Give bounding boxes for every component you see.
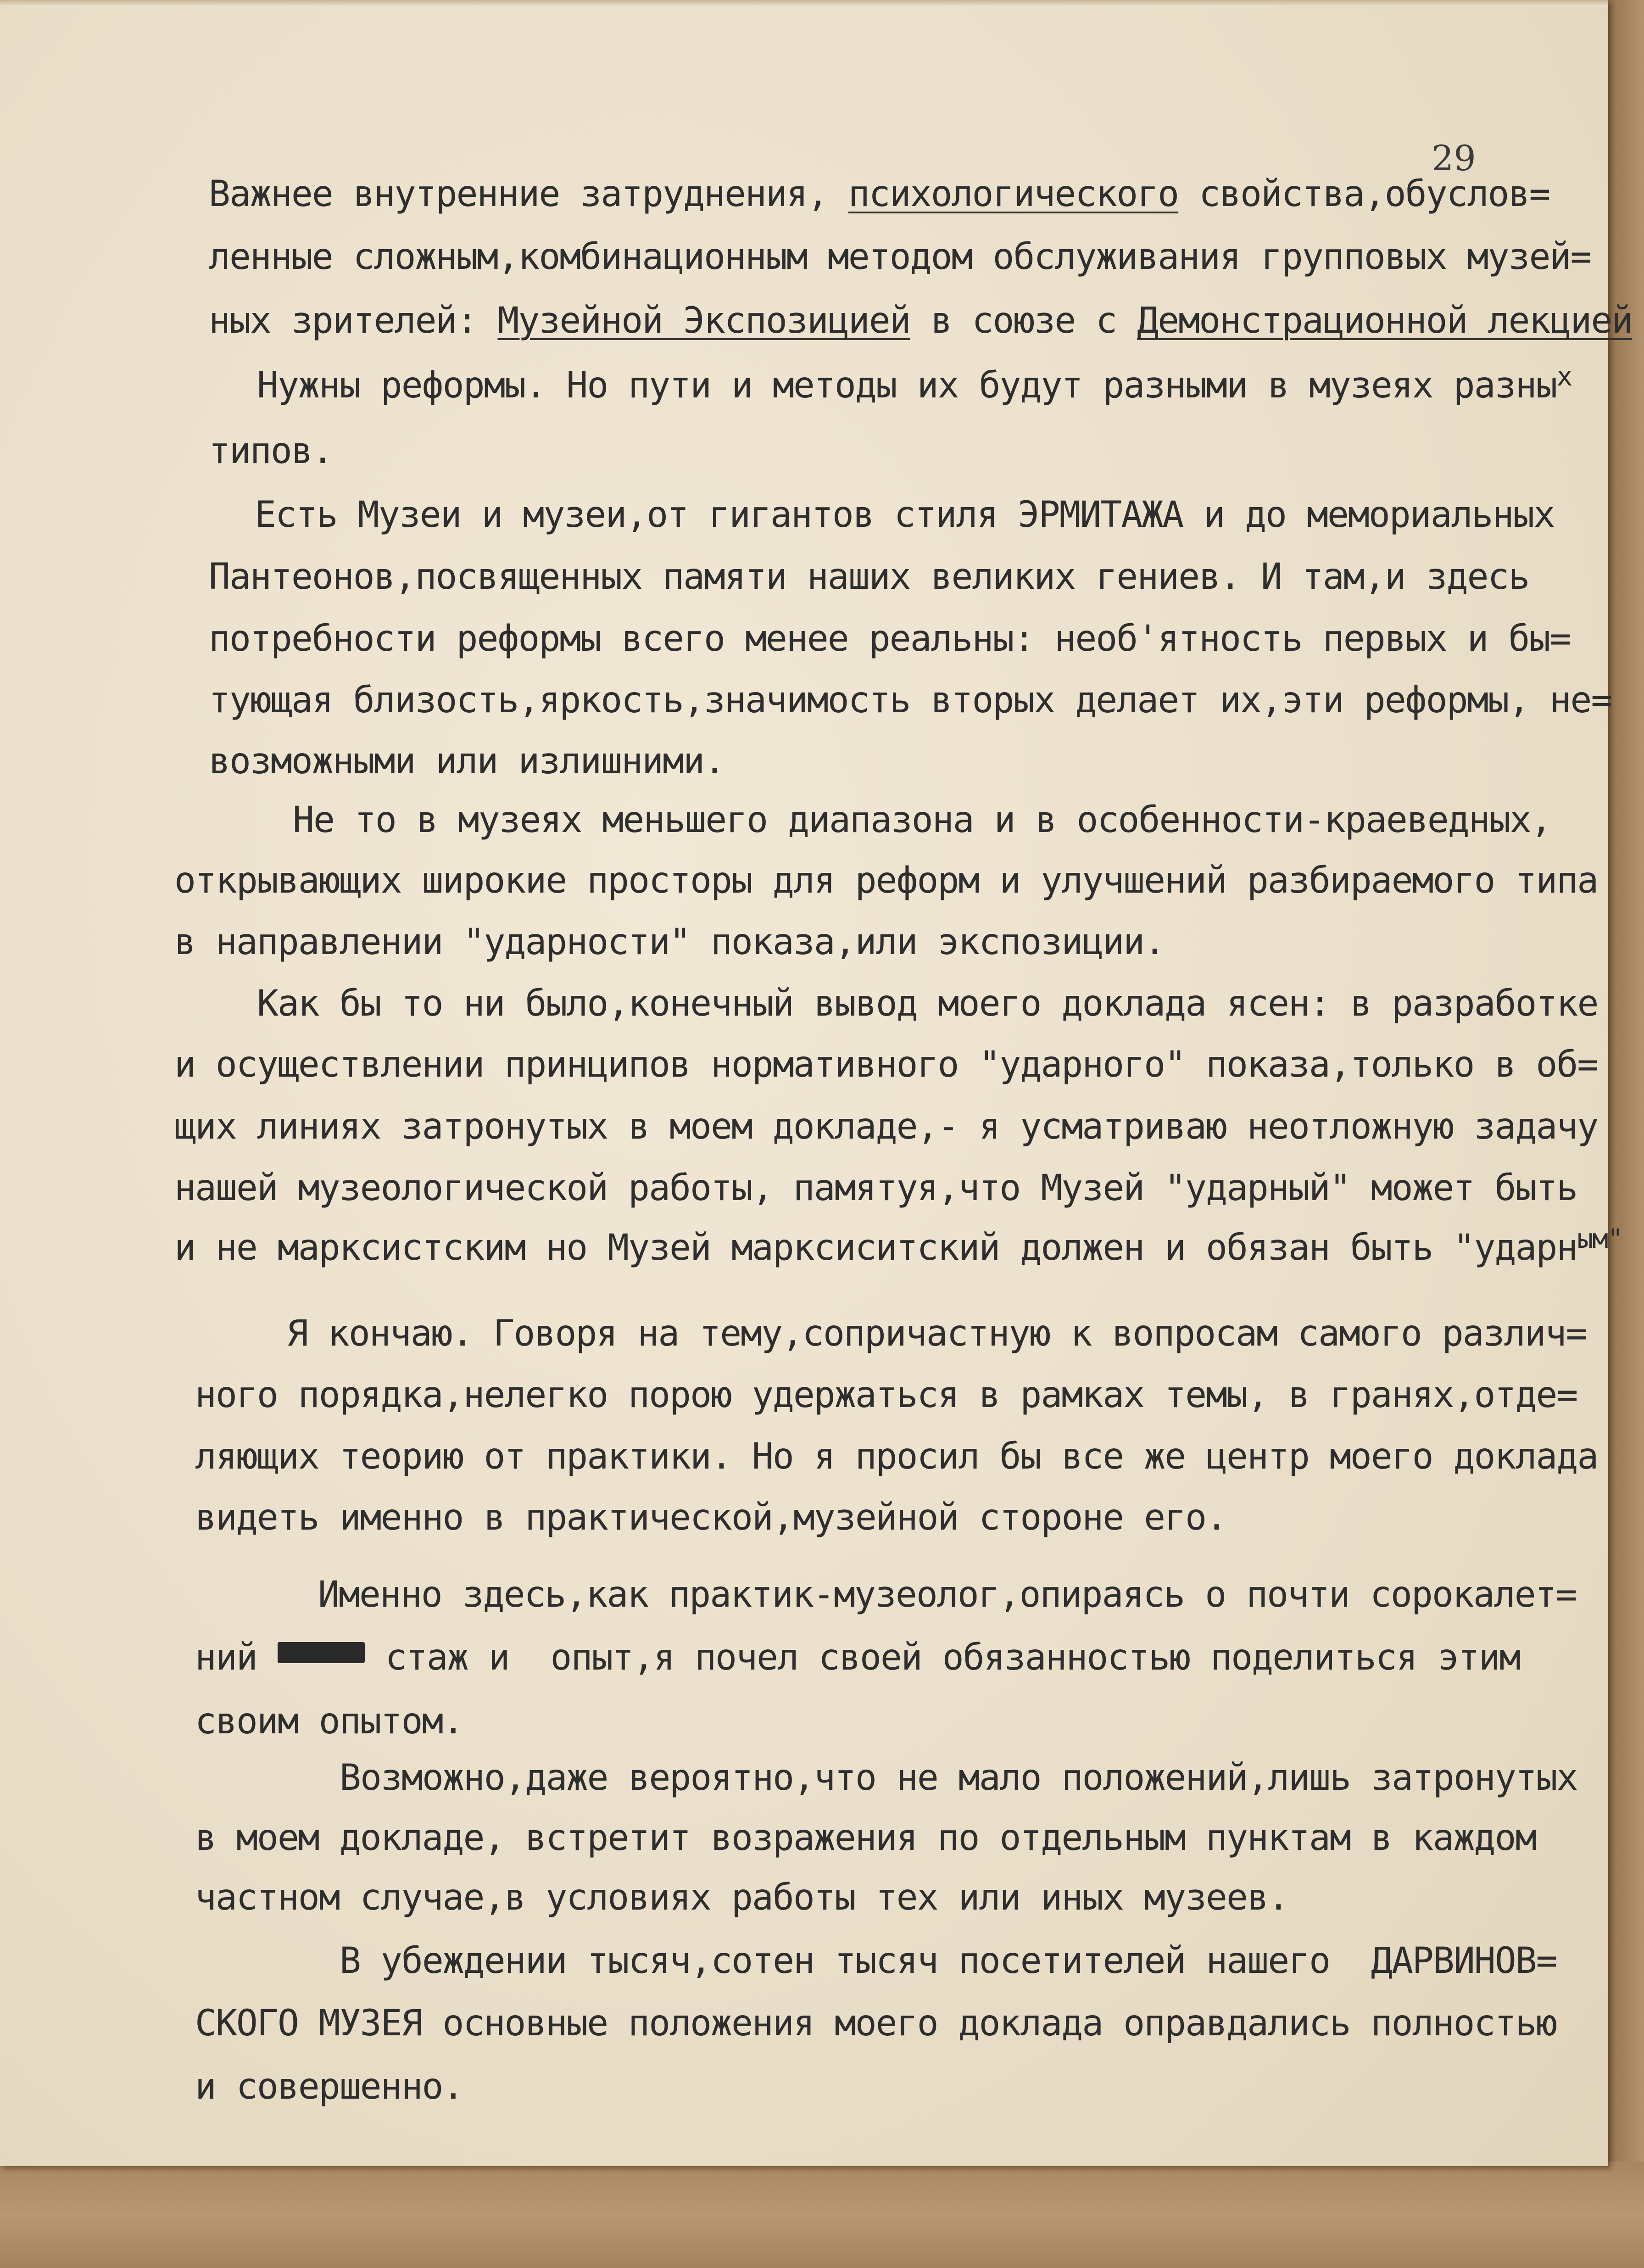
text-line-13: в направлении "ударности" показа,или экспозиции. (174, 922, 1165, 963)
text-line-27: в моем докладе, встретит возражения по отдельным пунктам в каждом (195, 1817, 1536, 1859)
text-line-18: и не марксистским но Музей марксиситский должен и обязан быть "ударн$^{ым"}$ (174, 1223, 1623, 1268)
typed-over-blot (278, 1642, 365, 1663)
text-line-9: тующая близость,яркость,значимость вторых делает их,эти реформы, не= (209, 680, 1612, 721)
page-top-edge (0, 0, 1608, 6)
text-line-23: Именно здесь,как практик-музеолог,опираясь о почти сорокалет= (318, 1574, 1577, 1615)
bottom-backing-board (0, 2162, 1644, 2268)
text-line-14: Как бы то ни было,конечный вывод моего доклада ясен: в разработке (257, 983, 1598, 1024)
text-line-11: Не то в музеях меньшего диапазона и в особенности-краеведных, (293, 799, 1551, 841)
text-line-26: Возможно,даже вероятно,что не мало положений,лишь затронутых (340, 1757, 1577, 1799)
page-number: 29 (1432, 138, 1476, 179)
text-line-2: ленные сложным,комбинационным методом обслуживания групповых музей= (209, 236, 1591, 278)
text-line-3: ных зрителей: Музейной Экспозицией в союзе с Демонстрационной лекцией (209, 300, 1633, 341)
underlined-demonstration-lecture: Демонстрационной лекцией (1137, 300, 1633, 341)
text-line-17: нашей музеологической работы, памятуя,что Музей "ударный" может быть (174, 1168, 1577, 1209)
underlined-psychological: психологического (848, 173, 1179, 215)
text-line-31: и совершенно. (195, 2066, 463, 2107)
text-line-12: открывающих широкие просторы для реформ и улучшений разбираемого типа (174, 860, 1598, 901)
text-line-20: ного порядка,нелегко порою удержаться в рамках темы, в гранях,отде= (195, 1374, 1577, 1416)
text-line-8: потребности реформы всего менее реальны: необ'ятность первых и бы= (209, 618, 1571, 659)
text-line-22: видеть именно в практической,музейной стороне его. (195, 1497, 1226, 1538)
text-line-24: ний стаж и опыт,я почел своей обязанностью поделиться этим (195, 1637, 1520, 1678)
text-line-19: Я кончаю. Говоря на тему,сопричастную к вопросам самого различ= (287, 1313, 1587, 1354)
text-line-15: и осуществлении принципов нормативного "ударного" показа,только в об= (174, 1044, 1598, 1085)
text-line-25: своим опытом. (195, 1701, 463, 1742)
text-line-4: Нужны реформы. Но пути и методы их будут разными в музеях разны$^х$ (257, 361, 1572, 406)
text-line-29: В убеждении тысяч,сотен тысяч посетителей нашего ДАРВИНОВ= (340, 1940, 1557, 1982)
text-line-21: ляющих теорию от практики. Но я просил бы все же центр моего доклада (195, 1436, 1598, 1477)
text-line-1: Важнее внутренние затруднения, психологического свойства,обуслов= (209, 173, 1550, 215)
text-line-30: СКОГО МУЗЕЯ основные положения моего доклада оправдались полностью (195, 2003, 1557, 2044)
text-line-28: частном случае,в условиях работы тех или иных музеев. (195, 1877, 1288, 1918)
text-line-7: Пантеонов,посвященных памяти наших великих гениев. И там,и здесь (209, 556, 1529, 598)
text-line-5: типов. (209, 430, 333, 472)
text-line-16: щих линиях затронутых в моем докладе,- я усматриваю неотложную задачу (174, 1106, 1598, 1147)
text-line-10: возможными или излишними. (209, 741, 724, 782)
text-line-6: Есть Музеи и музеи,от гигантов стиля ЭРМИТАЖА и до мемориальных (255, 494, 1555, 536)
underlined-museum-exposition: Музейной Экспозицией (497, 300, 910, 341)
